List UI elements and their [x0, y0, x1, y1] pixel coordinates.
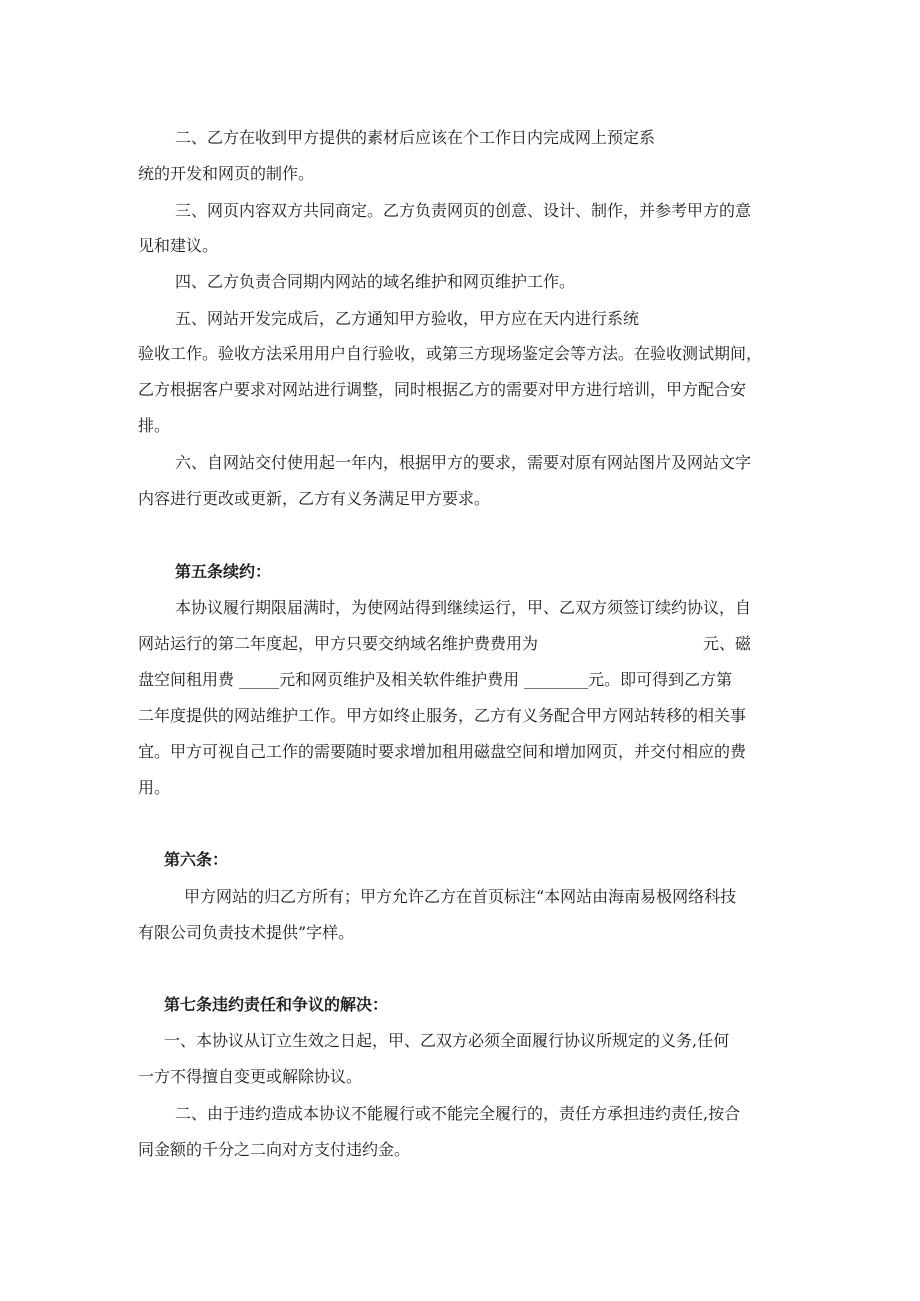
clause4-item6-line1: 六、自网站交付使用起一年内，根据甲方的要求，需要对原有网站图片及网站文字	[175, 453, 752, 472]
clause4-item2-line1: 二、乙方在收到甲方提供的素材后应该在个工作日内完成网上预定系	[175, 128, 656, 147]
clause4-item3-line2: 见和建议。	[138, 236, 219, 255]
clause5-line3: 盘空间租用费 _____元和网页维护及相关软件维护费用 ________元。即可得到乙方第	[138, 670, 733, 689]
clause7-item2-line2: 同金额的千分之二向对方支付违约金。	[138, 1140, 411, 1159]
clause4-item4-line1: 四、乙方负责合同期内网站的域名维护和网页维护工作。	[175, 272, 576, 291]
clause7-item2-line1: 二、由于违约造成本协议不能履行或不能完全履行的，责任方承担违约责任,按合	[175, 1104, 741, 1123]
clause5-line6: 用。	[138, 778, 171, 797]
clause5-line5: 宜。甲方可视自己工作的需要随时要求增加租用磁盘空间和增加网页，并交付相应的费	[138, 742, 747, 761]
clause4-item5-line3: 乙方根据客户要求对网站进行调整，同时根据乙方的需要对甲方进行培训，甲方配合安	[138, 380, 747, 399]
clause5-line1: 本协议履行期限届满时，为使网站得到继续运行，甲、乙双方须签订续约协议，自	[175, 598, 752, 617]
clause7-item1-line1: 一、本协议从订立生效之日起，甲、乙双方必须全面履行协议所规定的义务,任何	[164, 1031, 730, 1050]
clause5-line2b: 元、磁	[703, 634, 752, 653]
clause4-item5-line2: 验收工作。验收方法采用用户自行验收，或第三方现场鉴定会等方法。在验收测试期间，	[138, 344, 763, 363]
clause5-heading: 第五条续约：	[175, 562, 272, 581]
clause7-heading: 第七条违约责任和争议的解决：	[164, 995, 389, 1014]
clause6-line2: 有限公司负责技术提供”字样。	[138, 923, 355, 942]
clause5-line2a: 网站运行的第二年度起，甲方只要交纳域名维护费费用为	[138, 634, 539, 653]
clause4-item5-line1: 五、网站开发完成后，乙方通知甲方验收，甲方应在天内进行系统	[175, 309, 640, 328]
clause4-item6-line2: 内容进行更改或更新，乙方有义务满足甲方要求。	[138, 489, 491, 508]
clause6-line1: 甲方网站的归乙方所有；甲方允许乙方在首页标注“本网站由海南易极网络科技	[184, 887, 737, 906]
clause4-item5-line4: 排。	[138, 416, 171, 435]
clause7-item1-line2: 一方不得擅自变更或解除协议。	[138, 1067, 363, 1086]
clause4-item3-line1: 三、网页内容双方共同商定。乙方负责网页的创意、设计、制作，并参考甲方的意	[175, 201, 752, 220]
clause4-item2-line2: 统的开发和网页的制作。	[138, 164, 315, 183]
clause6-heading: 第六条：	[164, 850, 229, 869]
clause5-line4: 二年度提供的网站维护工作。甲方如终止服务，乙方有义务配合甲方网站转移的相关事	[138, 706, 747, 725]
